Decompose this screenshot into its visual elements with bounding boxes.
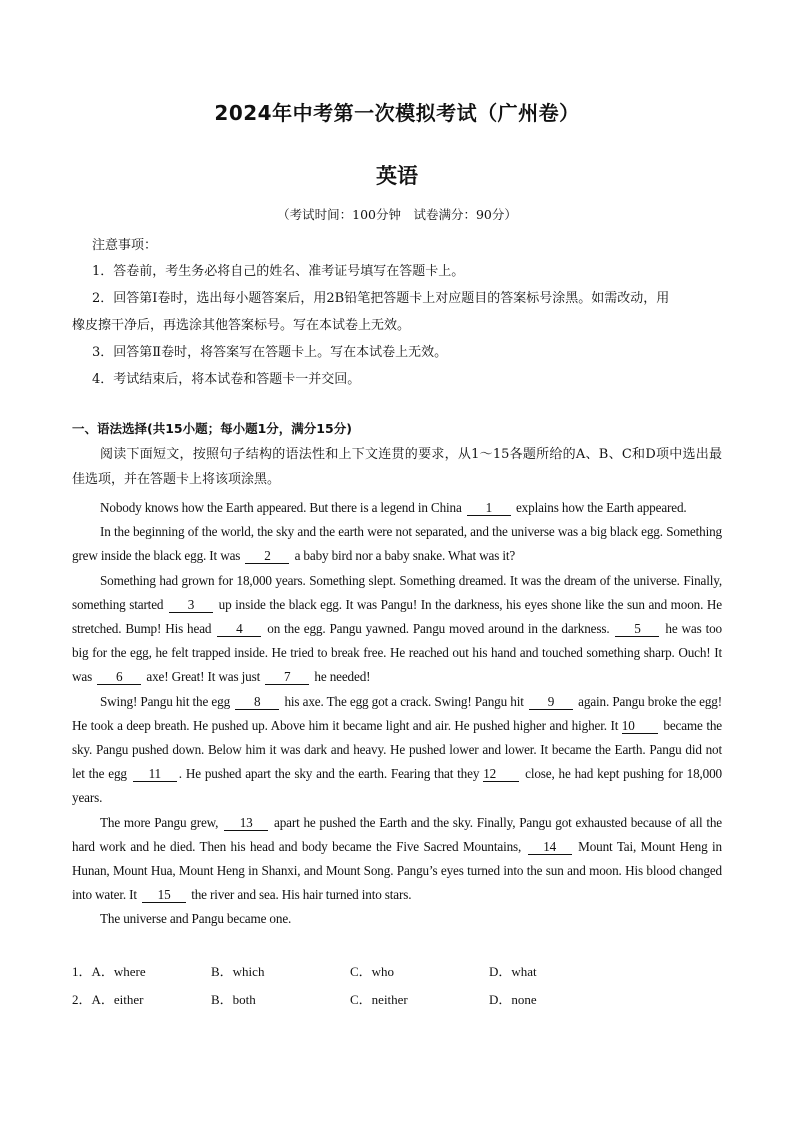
page-title: 2024年中考第一次模拟考试（广州卷）: [214, 101, 580, 125]
passage-text: apart he pushed the Earth and the sky. Finally, Pangu got exhausted because of all the hard work and he died. Then his head and body became the Five Sacred Mountains,: [72, 814, 722, 854]
section-title: 一、语法选择(共15小题；每小题1分，满分15分): [72, 421, 352, 436]
passage-text: his axe. The egg got a crack. Swing! Pangu hit: [281, 693, 527, 709]
passage-text: The more Pangu grew,: [100, 814, 223, 830]
note-item: 2．回答第Ⅰ卷时，选出每小题答案后，用2B铅笔把答题卡上对应题目的答案标号涂黑。如需改动，用: [92, 291, 670, 306]
passage-paragraph: [72, 690, 722, 811]
answer-blank: 3: [169, 598, 213, 613]
answer-blank: 4: [217, 622, 261, 637]
question-option-c[interactable]: C．who: [350, 964, 395, 979]
note-item: 3．回答第Ⅱ卷时，将答案写在答题卡上。写在本试卷上无效。: [92, 345, 448, 360]
question-row: [72, 958, 722, 986]
question-option-b[interactable]: B．which: [211, 964, 265, 979]
question-option-a[interactable]: [72, 958, 211, 986]
passage-paragraph: [72, 569, 722, 690]
passage-text: Nobody knows how the Earth appeared. But there is a legend in China: [100, 500, 465, 515]
answer-blank: 2: [245, 549, 289, 564]
option-text: A．where: [91, 964, 146, 979]
answer-blank: 9: [529, 695, 573, 710]
answer-blank: 10: [622, 719, 658, 734]
reading-passage: [72, 496, 722, 932]
passage-text: a baby bird nor a baby snake. What was it?: [291, 548, 516, 564]
passage-text: became the sky. Pangu pushed down. Below him it was dark and heavy. He pushed lower and lower. It became the Earth. Pangu did not let the egg: [72, 717, 722, 782]
answer-blank: 7: [265, 670, 309, 685]
passage-paragraph: [72, 496, 722, 520]
passage-text: on the egg. Pangu yawned. Pangu moved around in the darkness.: [263, 621, 614, 637]
passage-text: explains how the Earth appeared.: [512, 500, 687, 515]
passage-text: . He pushed apart the sky and the earth. Fearing that they: [178, 766, 484, 782]
notes-list: [72, 258, 732, 393]
subject-title: 英语: [376, 164, 418, 188]
passage-text: Swing! Pangu hit the egg: [100, 693, 234, 709]
passage-paragraph: [72, 520, 722, 568]
question-option-a[interactable]: [72, 986, 211, 1014]
passage-paragraph: [72, 811, 722, 908]
question-option-c[interactable]: C．neither: [350, 992, 408, 1007]
answer-blank: 8: [235, 695, 279, 710]
answer-blank: 13: [224, 816, 268, 831]
passage-text: the river and sea. His hair turned into stars.: [188, 887, 412, 903]
question-option-d[interactable]: D．what: [489, 964, 537, 979]
exam-info: （考试时间：100分钟 试卷满分：90分）: [277, 207, 517, 222]
note-item: 1．答卷前，考生务必将自己的姓名、准考证号填写在答题卡上。: [92, 264, 465, 279]
question-option-d[interactable]: D．none: [489, 992, 537, 1007]
option-text: A．either: [91, 992, 144, 1007]
notes-heading: 注意事项：: [92, 238, 158, 253]
question-row: [72, 986, 722, 1014]
passage-text: axe! Great! It was just: [143, 669, 264, 685]
passage-text: Something had grown for 18,000 years. Something slept. Something dreamed. It was the dream of the universe. Finally, something started: [72, 572, 722, 612]
passage-paragraph: The universe and Pangu became one.: [100, 911, 292, 927]
question-option-b[interactable]: B．both: [211, 992, 256, 1007]
question-number: 2．: [72, 992, 92, 1007]
question-list: [72, 958, 722, 1014]
passage-text: close, he had kept pushing for 18,000 years.: [72, 766, 722, 806]
passage-text: Mount Tai, Mount Heng in Hunan, Mount Hua, Mount Heng in Shanxi, and Mount Song. Pangu’s eyes turned into the sun and moon. His blood changed into water. It: [72, 838, 722, 903]
question-number: 1．: [72, 964, 92, 979]
answer-blank: 15: [142, 888, 186, 903]
passage-text: again. Pangu broke the egg! He took a deep breath. He pushed up. Above him it became light and air. He pushed higher and higher. It: [72, 693, 722, 733]
passage-text: In the beginning of the world, the sky and the earth were not separated, and the universe was a big black egg. Something grew inside the black egg. It was: [72, 524, 722, 564]
answer-blank: 11: [133, 767, 177, 782]
answer-blank: 14: [528, 840, 572, 855]
passage-text: he was too big for the egg, he felt trapped inside. He tried to break free. He reached out his hand and touched something sharp. Ouch! It was: [72, 621, 722, 685]
note-item: 4．考试结束后，将本试卷和答题卡一并交回。: [92, 372, 361, 387]
answer-blank: 5: [615, 622, 659, 637]
section-instructions: 阅读下面短文，按照句子结构的语法性和上下文连贯的要求，从1～15各题所给的A、B、C和D项中选出最佳选项，并在答题卡上将该项涂黑。: [72, 447, 722, 487]
answer-blank: 6: [97, 670, 141, 685]
answer-blank: 12: [483, 767, 519, 782]
note-item-continued: 橡皮擦干净后，再选涂其他答案标号。写在本试卷上无效。: [72, 318, 411, 333]
passage-text: he needed!: [311, 669, 371, 685]
answer-blank: 1: [467, 501, 511, 516]
passage-text: up inside the black egg. It was Pangu! In the darkness, his eyes shone like the sun and moon. He stretched. Bump! His head: [72, 596, 722, 637]
